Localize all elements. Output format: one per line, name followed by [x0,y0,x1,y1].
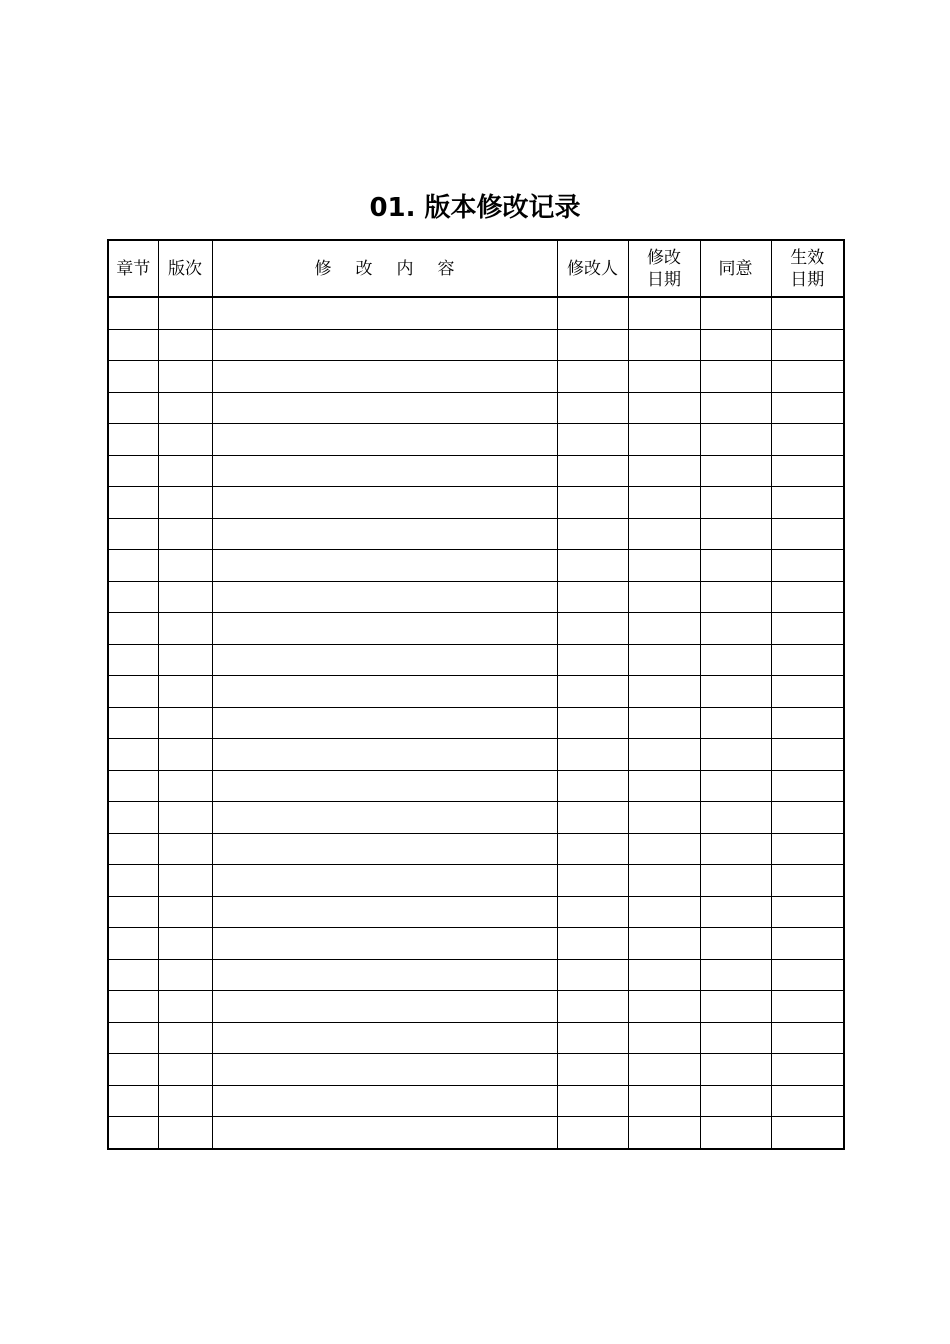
approve-cell [700,297,771,329]
chapter-cell [108,802,158,834]
approve-cell [700,550,771,582]
approve-cell [700,865,771,897]
version-cell [158,707,212,739]
chapter-cell [108,833,158,865]
effective-date-cell [771,896,844,928]
chapter-cell [108,676,158,708]
modifier-cell [557,707,628,739]
chapter-cell [108,865,158,897]
modifier-cell [557,297,628,329]
modifier-cell [557,802,628,834]
modify-date-cell [628,1085,700,1117]
approve-cell [700,707,771,739]
table-header-row [108,240,844,297]
header-approve: 同意 [700,240,771,297]
chapter-cell [108,707,158,739]
content-cell [212,802,557,834]
table-row [108,392,844,424]
approve-cell [700,644,771,676]
approve-cell [700,896,771,928]
header-modify-date [628,240,700,297]
header-version: 版次 [158,240,212,297]
effective-date-cell [771,297,844,329]
chapter-cell [108,770,158,802]
version-cell [158,991,212,1023]
chapter-cell [108,1022,158,1054]
content-cell [212,455,557,487]
modify-date-cell [628,991,700,1023]
table-row [108,297,844,329]
effective-date-cell [771,550,844,582]
content-cell [212,959,557,991]
modifier-cell [557,1117,628,1149]
modify-date-cell [628,928,700,960]
modify-date-cell [628,613,700,645]
table-row [108,644,844,676]
revision-record-table [107,239,845,1150]
chapter-cell [108,644,158,676]
version-cell [158,518,212,550]
version-cell [158,392,212,424]
modify-date-cell [628,770,700,802]
version-cell [158,487,212,519]
modify-date-cell [628,1022,700,1054]
content-cell [212,1022,557,1054]
version-cell [158,959,212,991]
version-cell [158,739,212,771]
effective-date-cell [771,392,844,424]
chapter-cell [108,392,158,424]
effective-date-cell [771,424,844,456]
effective-date-cell [771,865,844,897]
modify-date-cell [628,644,700,676]
modifier-cell [557,865,628,897]
version-cell [158,550,212,582]
table-body [108,297,844,1149]
approve-cell [700,613,771,645]
version-cell [158,896,212,928]
modifier-cell [557,329,628,361]
table-row [108,896,844,928]
content-cell [212,487,557,519]
effective-date-cell [771,644,844,676]
modifier-cell [557,613,628,645]
content-cell [212,644,557,676]
effective-date-cell [771,1022,844,1054]
chapter-cell [108,896,158,928]
approve-cell [700,833,771,865]
approve-cell [700,487,771,519]
modifier-cell [557,928,628,960]
modifier-cell [557,1085,628,1117]
content-cell [212,329,557,361]
modify-date-cell [628,1054,700,1086]
approve-cell [700,928,771,960]
effective-date-cell [771,991,844,1023]
modify-date-cell [628,297,700,329]
chapter-cell [108,739,158,771]
modify-date-cell [628,896,700,928]
content-cell [212,833,557,865]
table-row [108,770,844,802]
chapter-cell [108,581,158,613]
header-effective-date-line1: 生效 [790,247,825,268]
modify-date-cell [628,550,700,582]
effective-date-cell [771,613,844,645]
approve-cell [700,392,771,424]
approve-cell [700,455,771,487]
chapter-cell [108,518,158,550]
version-cell [158,833,212,865]
version-cell [158,770,212,802]
chapter-cell [108,959,158,991]
header-modify-date-line2: 日期 [647,269,681,290]
modifier-cell [557,392,628,424]
modifier-cell [557,644,628,676]
content-cell [212,581,557,613]
version-cell [158,455,212,487]
chapter-cell [108,1117,158,1149]
modifier-cell [557,455,628,487]
approve-cell [700,329,771,361]
approve-cell [700,518,771,550]
modify-date-cell [628,833,700,865]
modifier-cell [557,896,628,928]
approve-cell [700,991,771,1023]
chapter-cell [108,424,158,456]
effective-date-cell [771,487,844,519]
effective-date-cell [771,1054,844,1086]
modifier-cell [557,1022,628,1054]
version-cell [158,1085,212,1117]
version-cell [158,644,212,676]
table-row [108,676,844,708]
modifier-cell [557,676,628,708]
version-cell [158,928,212,960]
effective-date-cell [771,707,844,739]
table-row [108,455,844,487]
modify-date-cell [628,707,700,739]
modifier-cell [557,1054,628,1086]
content-cell [212,392,557,424]
chapter-cell [108,928,158,960]
version-cell [158,802,212,834]
modifier-cell [557,833,628,865]
modify-date-cell [628,1117,700,1149]
modify-date-cell [628,424,700,456]
content-cell [212,739,557,771]
content-cell [212,424,557,456]
content-cell [212,361,557,393]
version-cell [158,1022,212,1054]
approve-cell [700,1085,771,1117]
table-row [108,833,844,865]
effective-date-cell [771,928,844,960]
table-row [108,1054,844,1086]
approve-cell [700,424,771,456]
modify-date-cell [628,802,700,834]
chapter-cell [108,1054,158,1086]
table-row [108,581,844,613]
modifier-cell [557,581,628,613]
header-effective-date-line2: 日期 [790,269,825,290]
modifier-cell [557,739,628,771]
approve-cell [700,739,771,771]
modify-date-cell [628,518,700,550]
chapter-cell [108,455,158,487]
table-row [108,802,844,834]
modify-date-cell [628,329,700,361]
modifier-cell [557,770,628,802]
modifier-cell [557,991,628,1023]
effective-date-cell [771,1085,844,1117]
chapter-cell [108,487,158,519]
approve-cell [700,802,771,834]
content-cell [212,1117,557,1149]
version-cell [158,424,212,456]
chapter-cell [108,297,158,329]
chapter-cell [108,550,158,582]
modify-date-cell [628,455,700,487]
version-cell [158,676,212,708]
content-cell [212,928,557,960]
table-row [108,329,844,361]
table-row [108,865,844,897]
modifier-cell [557,518,628,550]
approve-cell [700,581,771,613]
table-row [108,424,844,456]
version-cell [158,1054,212,1086]
content-cell [212,676,557,708]
modify-date-cell [628,865,700,897]
table-row [108,1117,844,1149]
table-row [108,361,844,393]
chapter-cell [108,991,158,1023]
modify-date-cell [628,487,700,519]
effective-date-cell [771,802,844,834]
content-cell [212,613,557,645]
modify-date-cell [628,959,700,991]
version-cell [158,329,212,361]
effective-date-cell [771,833,844,865]
modifier-cell [557,424,628,456]
table-row [108,959,844,991]
effective-date-cell [771,455,844,487]
version-cell [158,865,212,897]
version-cell [158,1117,212,1149]
modify-date-cell [628,392,700,424]
page-title: 01. 版本修改记录 [369,193,581,223]
table-row [108,487,844,519]
effective-date-cell [771,959,844,991]
content-cell [212,1085,557,1117]
header-content: 修改内容 [212,240,557,297]
content-cell [212,991,557,1023]
modifier-cell [557,550,628,582]
effective-date-cell [771,518,844,550]
table-row [108,613,844,645]
version-cell [158,361,212,393]
table-row [108,991,844,1023]
header-effective-date [771,240,844,297]
table-row [108,1085,844,1117]
effective-date-cell [771,361,844,393]
content-cell [212,896,557,928]
effective-date-cell [771,329,844,361]
header-modifier: 修改人 [557,240,628,297]
content-cell [212,297,557,329]
content-cell [212,770,557,802]
content-cell [212,550,557,582]
effective-date-cell [771,739,844,771]
header-chapter: 章节 [108,240,158,297]
approve-cell [700,1117,771,1149]
approve-cell [700,959,771,991]
modify-date-cell [628,361,700,393]
chapter-cell [108,1085,158,1117]
header-modify-date-line1: 修改 [647,247,681,268]
effective-date-cell [771,1117,844,1149]
approve-cell [700,1054,771,1086]
content-cell [212,865,557,897]
content-cell [212,1054,557,1086]
modifier-cell [557,487,628,519]
approve-cell [700,361,771,393]
version-cell [158,297,212,329]
chapter-cell [108,329,158,361]
modify-date-cell [628,739,700,771]
modifier-cell [557,959,628,991]
modifier-cell [557,361,628,393]
effective-date-cell [771,676,844,708]
content-cell [212,707,557,739]
content-cell [212,518,557,550]
approve-cell [700,676,771,708]
chapter-cell [108,361,158,393]
chapter-cell [108,613,158,645]
modify-date-cell [628,581,700,613]
table-row [108,707,844,739]
version-cell [158,613,212,645]
table-row [108,928,844,960]
table-row [108,518,844,550]
table-row [108,550,844,582]
table-row [108,739,844,771]
table-row [108,1022,844,1054]
approve-cell [700,770,771,802]
effective-date-cell [771,770,844,802]
modify-date-cell [628,676,700,708]
effective-date-cell [771,581,844,613]
approve-cell [700,1022,771,1054]
version-cell [158,581,212,613]
